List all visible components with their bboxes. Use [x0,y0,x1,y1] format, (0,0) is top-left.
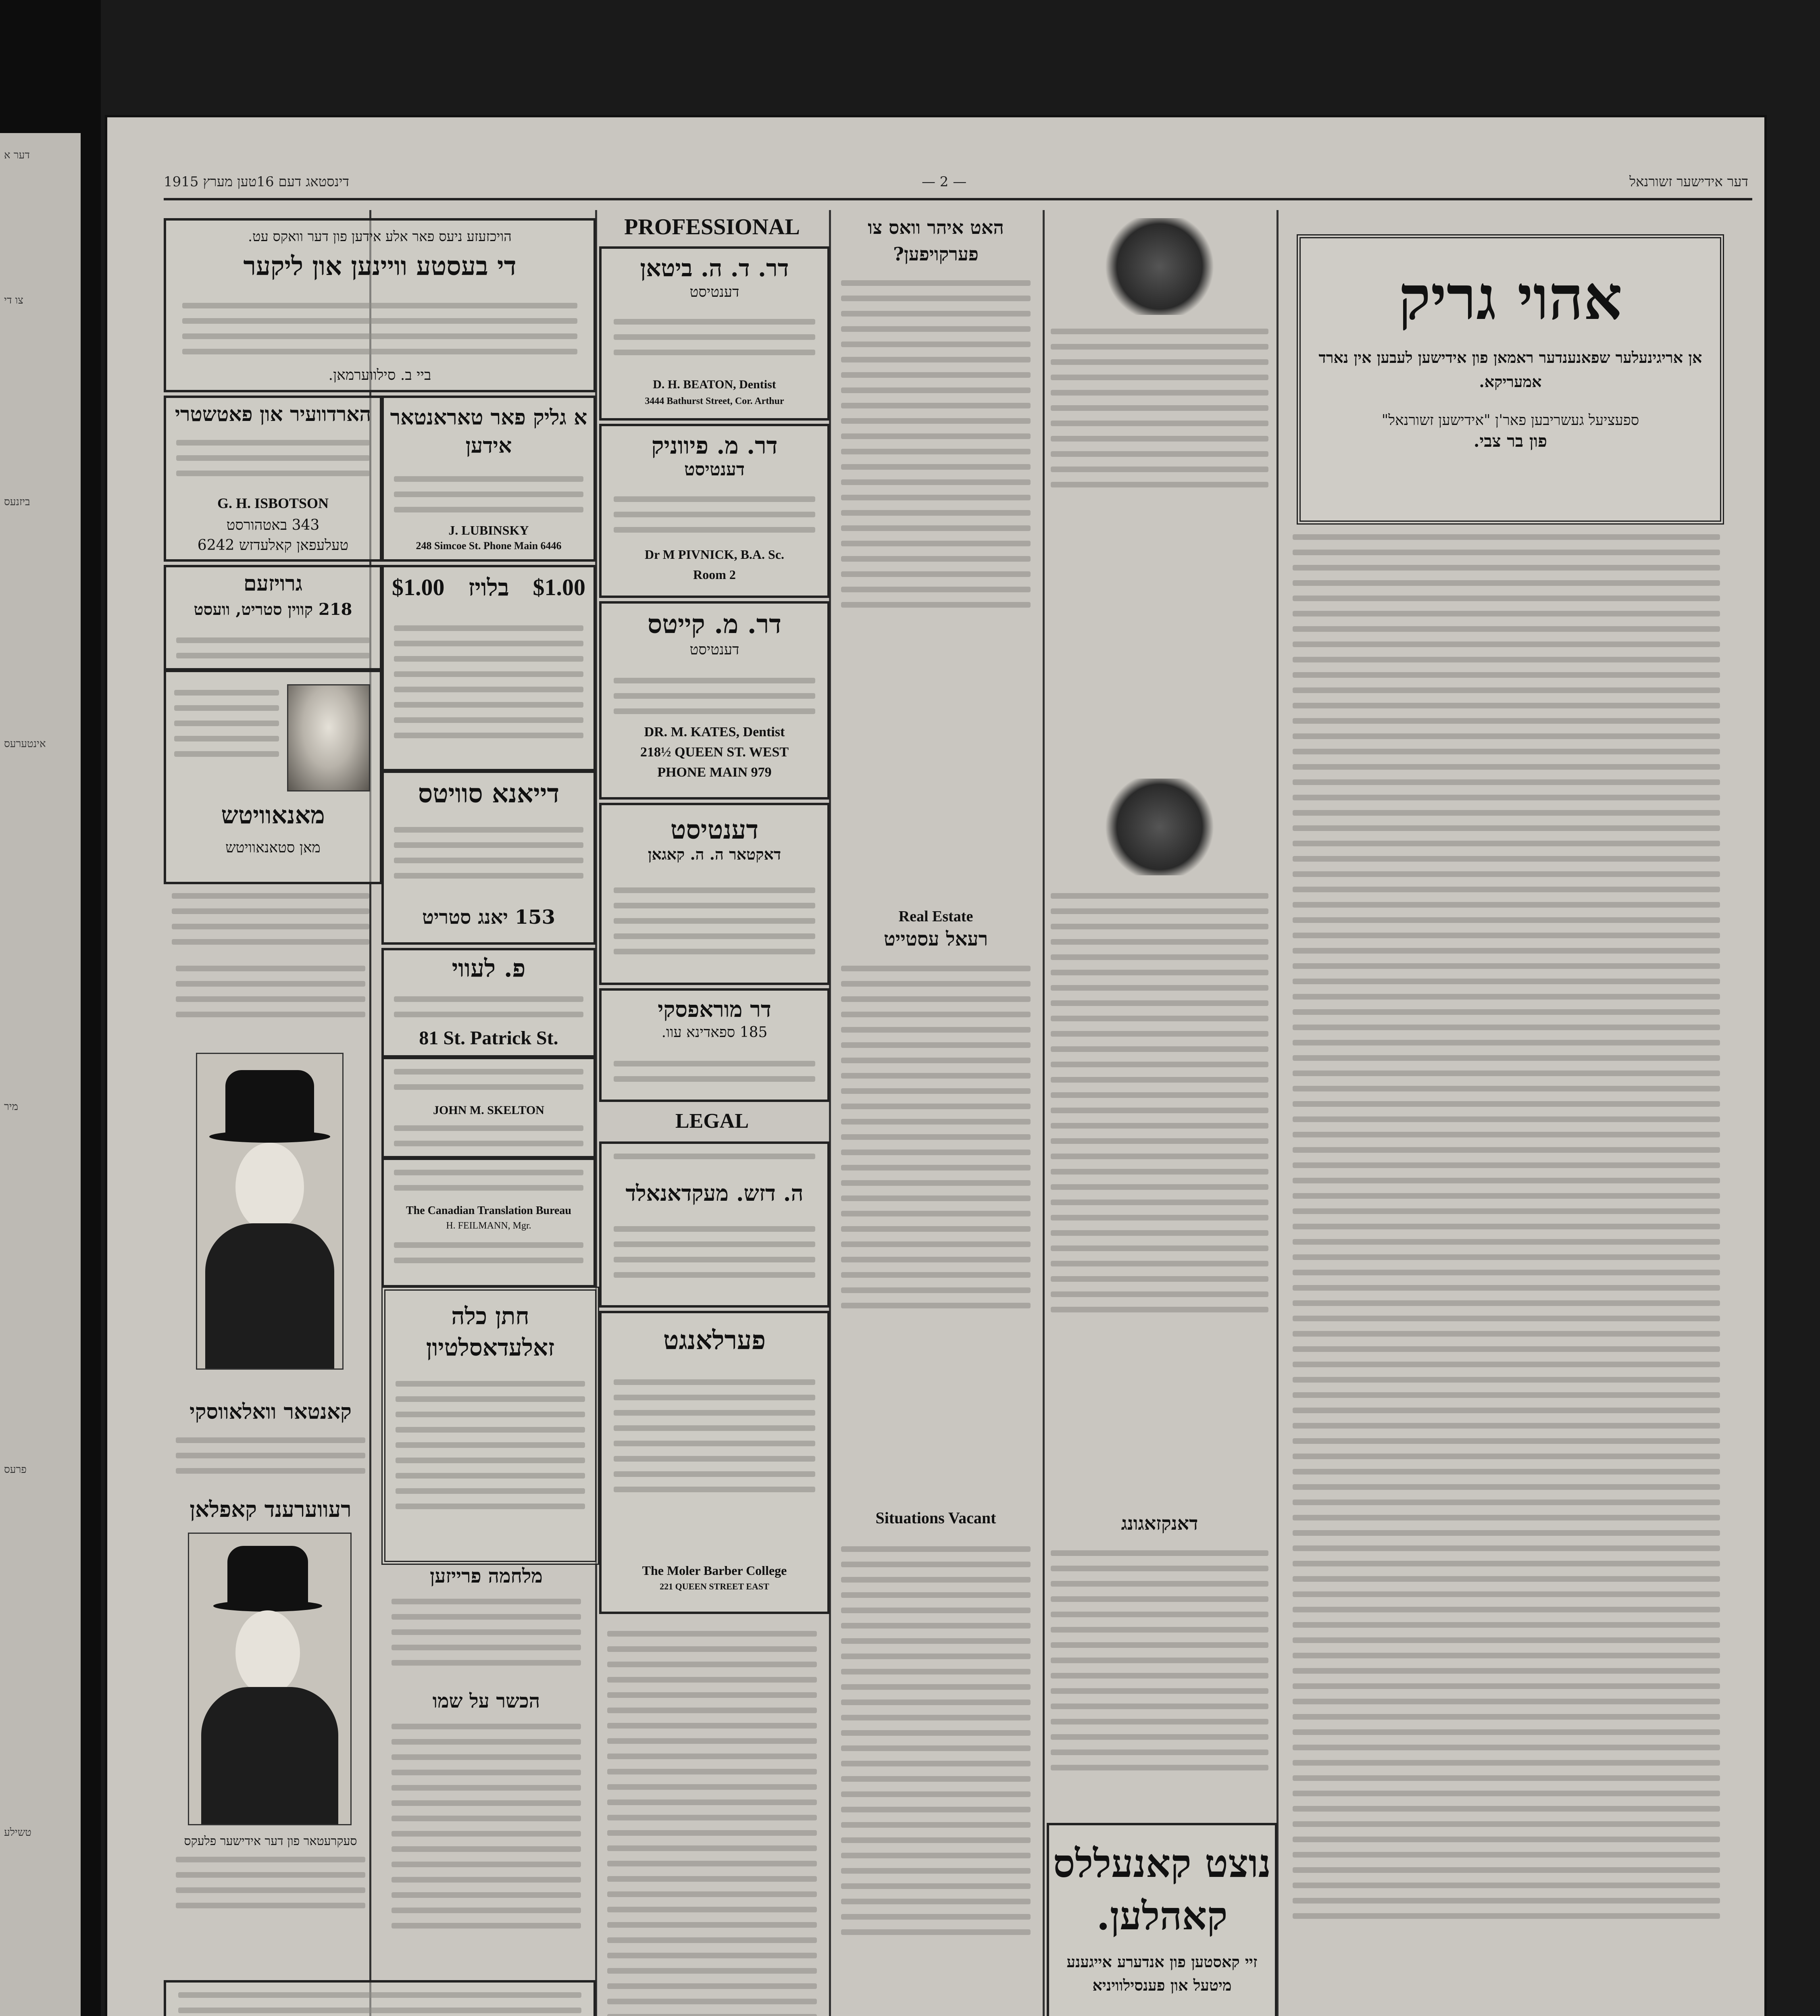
ad-barber-college [599,1311,830,1614]
ad-name: JOHN M. SKELTON [433,1104,544,1117]
ad-rev-kaplan [164,1496,377,1940]
ad-text: ביי ב. סילווערמאן. [328,367,431,383]
ad-name: The Moler Barber College [642,1563,787,1578]
portrait-photo [188,1533,352,1825]
portrait-caption: רעווערענד קאפלאן [189,1496,352,1522]
ad-phone: טעלעפאן קאלעדזש 6242 [197,537,349,554]
ad-headline: ה. דזש. מעקדאנאלד [625,1180,804,1206]
ad-name: D. H. BEATON, Dentist [653,378,776,391]
ad-address: 153 יאנג סטריט [422,906,555,929]
cantor-photo [287,684,370,791]
section-heading-real-estate: Real Estate [898,908,973,925]
ad-name: G. H. ISBOTSON [217,495,329,511]
ad-lubinsky [381,396,596,562]
ad-phone: PHONE MAIN 979 [657,765,772,780]
ad-headline: דר. מ. קייטס [647,609,782,639]
ad-connell-coal [1047,1823,1277,2016]
portrait-subcaption: סעקרעטאר פון דער אידישער פלעקס [184,1834,357,1848]
text-block [1051,319,1268,497]
ad-headline: א גליק פאר טאראנטאר אידען [390,405,587,458]
ad-war-prices [381,1565,591,1686]
header-date: 1915 דינסטאג דעם 16טען מערץ [164,174,349,190]
ad-westwood [164,1980,596,2016]
ad-headline: דענטיסט [670,815,759,845]
ad-headline: פערלאנגט [663,1325,766,1356]
ad-address: 3444 Bathurst Street, Cor. Arthur [645,396,784,406]
ad-headline: דר. מ. פיווניק [651,432,778,459]
section-heading-thanks: דאנקזאגונג [1121,1512,1198,1534]
text-block [841,271,1031,617]
ad-name: DR. M. KATES, Dentist [644,725,785,739]
text-block [607,1621,817,2016]
portrait-photo [196,1053,344,1370]
price-label: $1.00 [533,574,585,600]
ad-headline: די בעסטע וויינען און ליקער [243,251,516,281]
ad-name: H. FEILMANN, Mgr. [446,1220,531,1231]
ad-dollar [381,565,596,771]
section-heading-real-estate-hebrew: רעאל עסטייט [883,928,988,950]
column-rule [1276,210,1279,2016]
ad-room: Room 2 [693,567,736,582]
ad-headline: פ. לעווי [452,954,526,983]
ad-address: 81 St. Patrick St. [419,1027,558,1049]
ad-manovitch [164,670,382,884]
coat-of-arms-bottom [1099,779,1220,875]
serial-title: אהוי גריק [1398,262,1622,333]
column-rule [1043,210,1045,2016]
ad-address: 185 ספאדינא עוו. [661,1024,768,1041]
ad-wine-liquor [164,218,596,392]
header-page-number: — 2 — [922,174,967,190]
ad-subtitle: דענטיסט [689,641,739,658]
ad-dr-morafsky [599,988,830,1102]
coat-of-arms-top [1099,218,1220,315]
serial-body-text [1293,525,1720,1929]
ad-skelton [381,1057,596,1158]
ad-text: הויכזעזע ניעס פאר אלע אידען פון דער וואקס עט. [248,229,512,245]
serial-title-box [1297,234,1724,525]
ad-subtitle: דענטיסט [684,459,745,480]
ad-headline: מאנאוויטש [221,801,325,829]
ad-name: J. LUBINSKY [448,523,529,537]
ad-subtitle: דענטיסט [689,284,739,300]
previous-page-strip: דער א צו די ביזנעס אינטערעס מיר פרעס טשילע [0,133,81,2016]
ad-headline: דייאנא סוויטס [418,779,560,809]
header-paper-name: דער אידישער זשורנאל [1629,174,1748,190]
ad-subtitle: דאקטאר ה. ה. קאגאן [648,845,781,863]
ad-kosher [381,1690,591,1972]
ad-cantor-portrait [164,956,377,1480]
ad-headline: גרויזעם [243,571,303,596]
newspaper-page [105,115,1767,2016]
ad-hardware [164,396,382,562]
section-heading: האט איהר וואס צו פערקויפען? [868,217,1004,265]
ad-address: 343 באטהורסט [226,517,320,533]
text-block [1051,883,1268,1322]
ad-headline: הארדוועיר און פאטשטרי [175,402,371,426]
text-block [1051,1541,1268,1780]
serial-subtitle: אן אריגינעלער שפאנענדער ראמאן פון אידישען לעבען אין נארד אמעריקא. [1318,348,1702,391]
serial-byline: ספעציעל געשריבען פאר'ן "אידישען זשורנאל" [1381,412,1639,429]
section-heading-professional: PROFESSIONAL [624,215,800,240]
ad-headline: דר מוראפסקי [658,996,771,1022]
ad-address: 218½ QUEEN ST. WEST [640,745,789,760]
ad-subtitle: זיי קאסטען פון אנדערע אייגענע מיטעל און פענסילוויניא [1066,1953,1258,1994]
text-block [172,883,369,954]
section-heading-situations: Situations Vacant [875,1509,996,1527]
ad-address: 221 QUEEN STREET EAST [660,1581,769,1591]
header-rule [164,198,1752,200]
price-label: $1.00 [392,574,445,600]
ad-headline: נוצט קאנעללס קאהלען. [1053,1841,1271,1939]
ad-translation-bureau [381,1158,596,1287]
ad-dr-kates [599,601,830,800]
ad-dr-pivnick [599,424,830,598]
text-block [841,1537,1031,1945]
ad-headline: הכשר על שמו [432,1690,540,1712]
price-word: בלויז [468,574,509,601]
ad-wedding [381,1287,599,1565]
ad-address: 218 קווין סטריט, וועסט [194,600,352,619]
text-block [841,956,1031,1318]
ad-levy [381,948,596,1058]
ad-headline: חתן כלה זאלעדאסלטיון [426,1302,555,1361]
section-heading-legal: LEGAL [675,1110,749,1133]
ad-headline: דר. ד. ה. ביטאן [640,254,789,282]
ad-headline: The Canadian Translation Bureau [406,1204,571,1217]
ad-headline: מלחמה פרייזען [430,1565,543,1587]
portrait-caption: קאנטאר וואלאווסקי [189,1400,352,1424]
ad-dentist-kagan [599,803,830,985]
ad-groceries [164,565,382,671]
ad-dr-beaton [599,246,830,421]
ad-name: Dr M PIVNICK, B.A. Sc. [644,547,785,562]
ad-address: 248 Simcoe St. Phone Main 6446 [416,540,562,552]
serial-author: פון בר צבי. [1473,431,1547,451]
ad-diana-sweets [381,771,596,945]
ad-mcdonald [599,1141,830,1308]
ad-text: מאן סטאנאוויטש [225,839,321,856]
